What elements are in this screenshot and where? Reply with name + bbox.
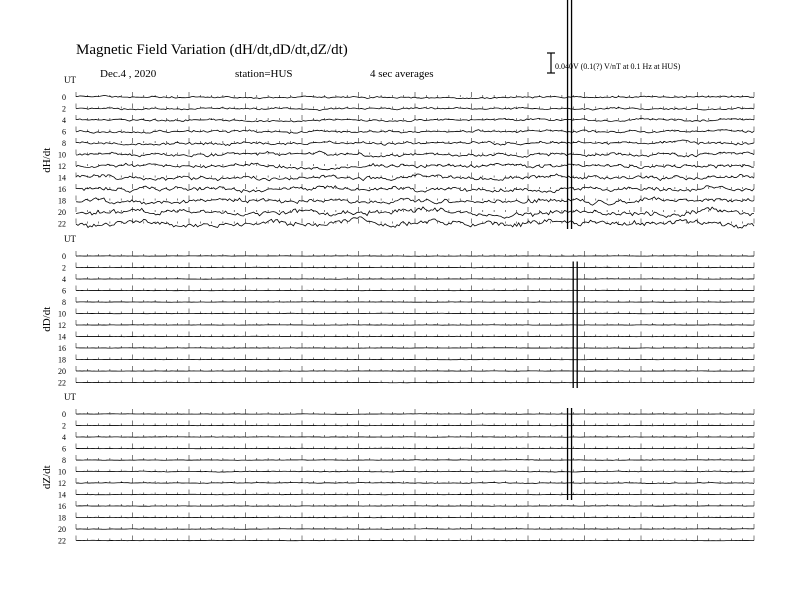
trace-line (76, 540, 754, 541)
row-ticks (76, 444, 754, 449)
row-label: 22 (58, 219, 66, 229)
row-ticks (76, 343, 754, 348)
row-ticks (76, 409, 754, 414)
trace-line (76, 414, 754, 415)
row-label: 20 (58, 208, 66, 217)
panel-dddt (41, 234, 754, 388)
trace-line (76, 313, 754, 314)
row-label: 16 (58, 185, 66, 194)
row-label: 8 (62, 298, 66, 307)
row-label (58, 310, 66, 319)
row-label (58, 321, 66, 330)
row-label (58, 356, 66, 365)
row-label (58, 367, 66, 376)
trace-line (76, 506, 754, 507)
row-label: 0 (62, 410, 66, 419)
ut-axis-label: UT (64, 392, 76, 402)
row-ticks (76, 219, 754, 224)
ut-axis-label: UT (64, 75, 76, 85)
row-ticks (76, 207, 754, 212)
row-ticks (76, 320, 754, 325)
trace-line (76, 382, 754, 383)
row-ticks (76, 513, 754, 518)
row-ticks (76, 536, 754, 541)
row-label: 22 (58, 378, 66, 388)
row-ticks (76, 501, 754, 506)
row-label: 0 (62, 252, 66, 261)
panel-dhdt (41, 0, 754, 229)
row-label (62, 287, 66, 296)
date-label: Dec.4 , 2020 (100, 68, 157, 80)
row-label: 10 (58, 150, 66, 160)
row-label: 18 (58, 355, 66, 365)
spike-mark (568, 0, 572, 229)
row-ticks (76, 455, 754, 460)
row-ticks (76, 92, 754, 97)
row-ticks (76, 524, 754, 529)
row-label: 2 (62, 104, 66, 114)
component-axis-label: dZ/dt (41, 465, 53, 490)
row-ticks (76, 297, 754, 302)
scale-note: 0.040V (0.1(?) V/nT at 0.1 Hz at HUS) (555, 62, 681, 71)
scale-bar (547, 53, 555, 73)
row-label: 2 (62, 421, 66, 431)
row-label (58, 333, 66, 342)
row-ticks (76, 490, 754, 495)
row-label: 6 (62, 286, 66, 296)
row-ticks (76, 173, 754, 178)
station-label: station=HUS (235, 68, 293, 80)
row-label: 16 (58, 344, 66, 353)
trace-line (76, 494, 754, 495)
row-label: 4 (62, 433, 66, 442)
row-label: 0 (62, 93, 66, 102)
row-ticks (76, 478, 754, 483)
row-ticks (76, 366, 754, 371)
row-label (58, 379, 66, 388)
row-ticks (76, 286, 754, 291)
row-ticks (76, 309, 754, 314)
row-label: 14 (58, 332, 66, 342)
row-label: 10 (58, 309, 66, 319)
chart-title: Magnetic Field Variation (dH/dt,dD/dt,dZ/dt) (76, 42, 348, 58)
row-label: 12 (58, 162, 66, 171)
row-ticks (76, 251, 754, 256)
row-ticks (76, 355, 754, 360)
spike-mark (568, 408, 572, 500)
trace-line (76, 529, 754, 530)
row-label: 6 (62, 127, 66, 137)
component-axis-label: dH/dt (41, 147, 53, 173)
row-ticks (76, 432, 754, 437)
trace-line (76, 279, 754, 280)
trace-line (76, 348, 754, 349)
trace-line (76, 256, 754, 257)
ut-axis-label: UT (64, 234, 76, 244)
panels-container (41, 0, 754, 546)
row-ticks (76, 467, 754, 472)
row-ticks (76, 332, 754, 337)
row-label: 18 (58, 196, 66, 206)
trace-line (76, 460, 754, 461)
row-label (58, 344, 66, 353)
row-ticks (76, 421, 754, 426)
row-label: 14 (58, 173, 66, 183)
averaging-label: 4 sec averages (370, 68, 434, 80)
row-label: 4 (62, 116, 66, 125)
row-label: 8 (62, 139, 66, 148)
row-label (62, 298, 66, 307)
row-label: 4 (62, 275, 66, 284)
row-ticks (76, 274, 754, 279)
row-label: 2 (62, 263, 66, 273)
row-label: 20 (58, 367, 66, 376)
row-ticks (76, 161, 754, 166)
row-ticks (76, 378, 754, 383)
trace-line (76, 517, 754, 518)
row-ticks (76, 127, 754, 132)
row-ticks (76, 263, 754, 268)
trace-line (76, 302, 754, 303)
row-label: 12 (58, 321, 66, 330)
row-ticks (76, 184, 754, 189)
component-axis-label: dD/dt (41, 306, 53, 332)
